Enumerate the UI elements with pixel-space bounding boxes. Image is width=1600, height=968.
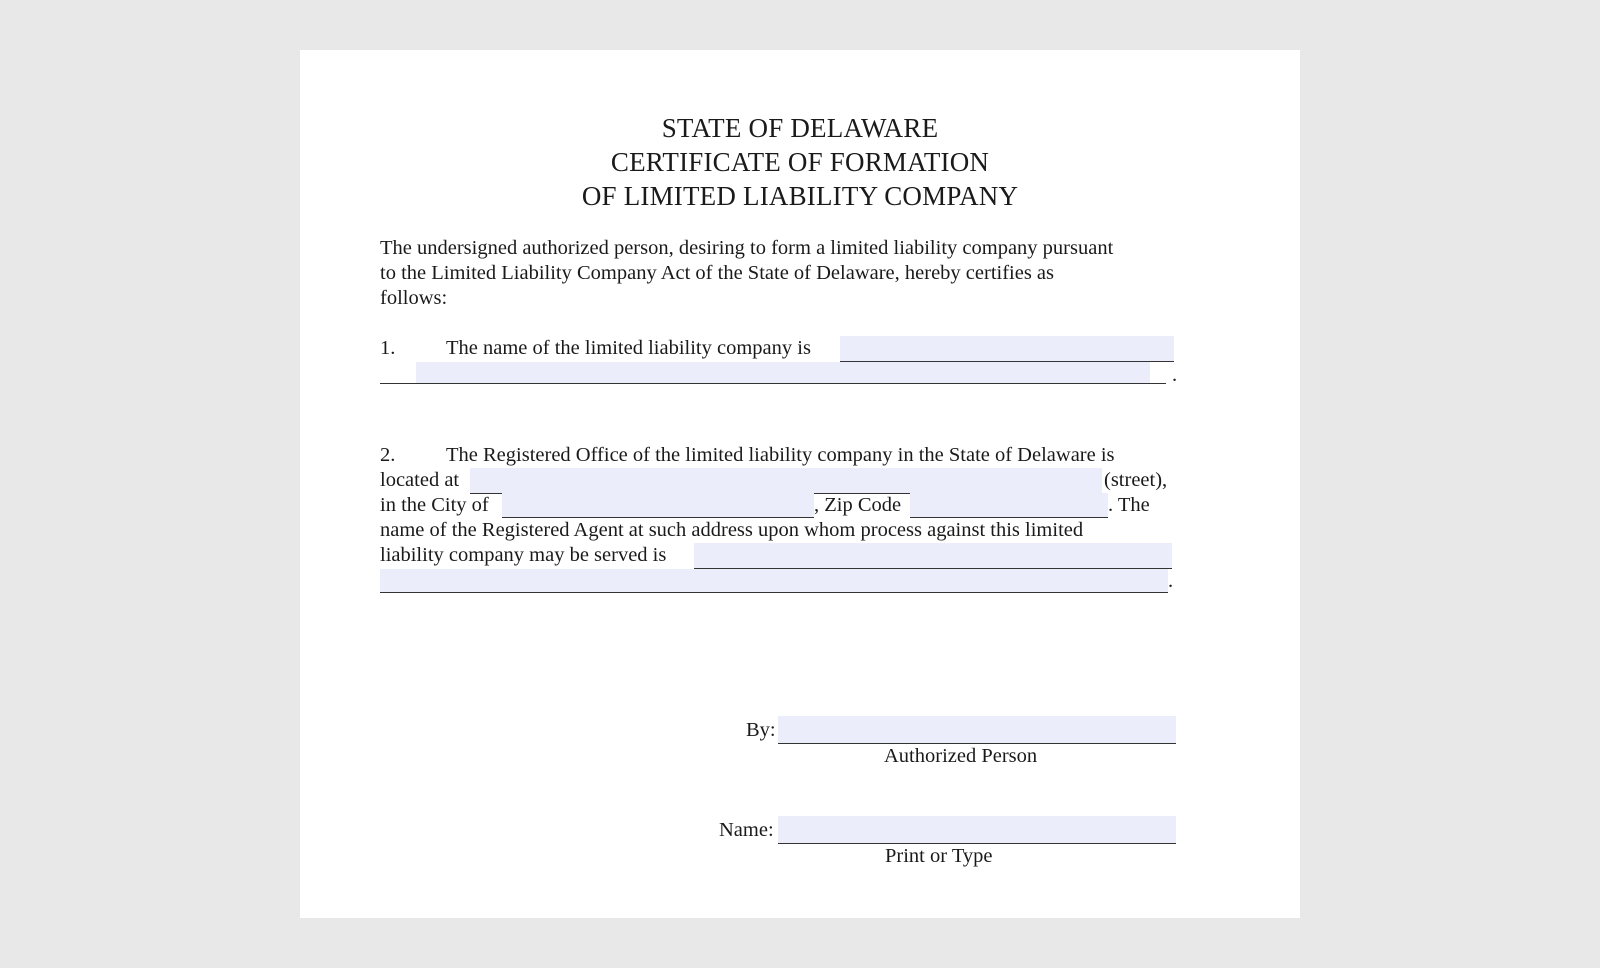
company-name-field-2[interactable] (416, 362, 1150, 384)
section-2-end-mark: . (1168, 570, 1174, 592)
certificate-page (300, 50, 1300, 918)
company-name-field-1[interactable] (840, 336, 1174, 362)
section-1-number: 1. (380, 337, 396, 359)
street-label: (street), (1104, 469, 1168, 491)
registered-agent-field-2[interactable] (380, 569, 1168, 593)
zip-code-label: , Zip Code (814, 494, 902, 516)
section-2-line-4: name of the Registered Agent at such address upon whom process against this limited (380, 519, 1084, 541)
section-2-number: 2. (380, 444, 396, 466)
name-label: Name: (719, 819, 774, 841)
printed-name-field[interactable] (778, 816, 1176, 844)
title-line-2: CERTIFICATE OF FORMATION (610, 147, 990, 177)
section-1-label: The name of the limited liability company is (446, 337, 811, 359)
located-at-label: located at (380, 469, 460, 491)
street-field[interactable] (470, 468, 1102, 494)
section-2-line-5: liability company may be served is (380, 544, 667, 566)
authorized-person-caption: Authorized Person (884, 745, 1038, 767)
intro-line-1: The undersigned authorized person, desiring to form a limited liability company pursuant (380, 237, 1114, 259)
city-label: in the City of (380, 494, 489, 516)
authorized-person-signature-field[interactable] (778, 716, 1176, 744)
by-label: By: (746, 719, 776, 741)
title-line-1: STATE OF DELAWARE (661, 113, 939, 143)
section-1-end-mark: . (1172, 364, 1178, 386)
intro-line-3: follows: (380, 287, 448, 309)
title-line-3: OF LIMITED LIABILITY COMPANY (581, 181, 1019, 211)
print-or-type-caption: Print or Type (885, 845, 993, 867)
registered-agent-field-1[interactable] (694, 543, 1172, 569)
section-2-line-1: The Registered Office of the limited liability company in the State of Delaware is (446, 444, 1115, 466)
intro-line-2: to the Limited Liability Company Act of the State of Delaware, hereby certifies as (380, 262, 1055, 284)
city-field[interactable] (502, 493, 814, 518)
company-name-underline (380, 383, 1166, 384)
zip-code-field[interactable] (910, 493, 1108, 518)
section-2-the: . The (1108, 494, 1150, 516)
